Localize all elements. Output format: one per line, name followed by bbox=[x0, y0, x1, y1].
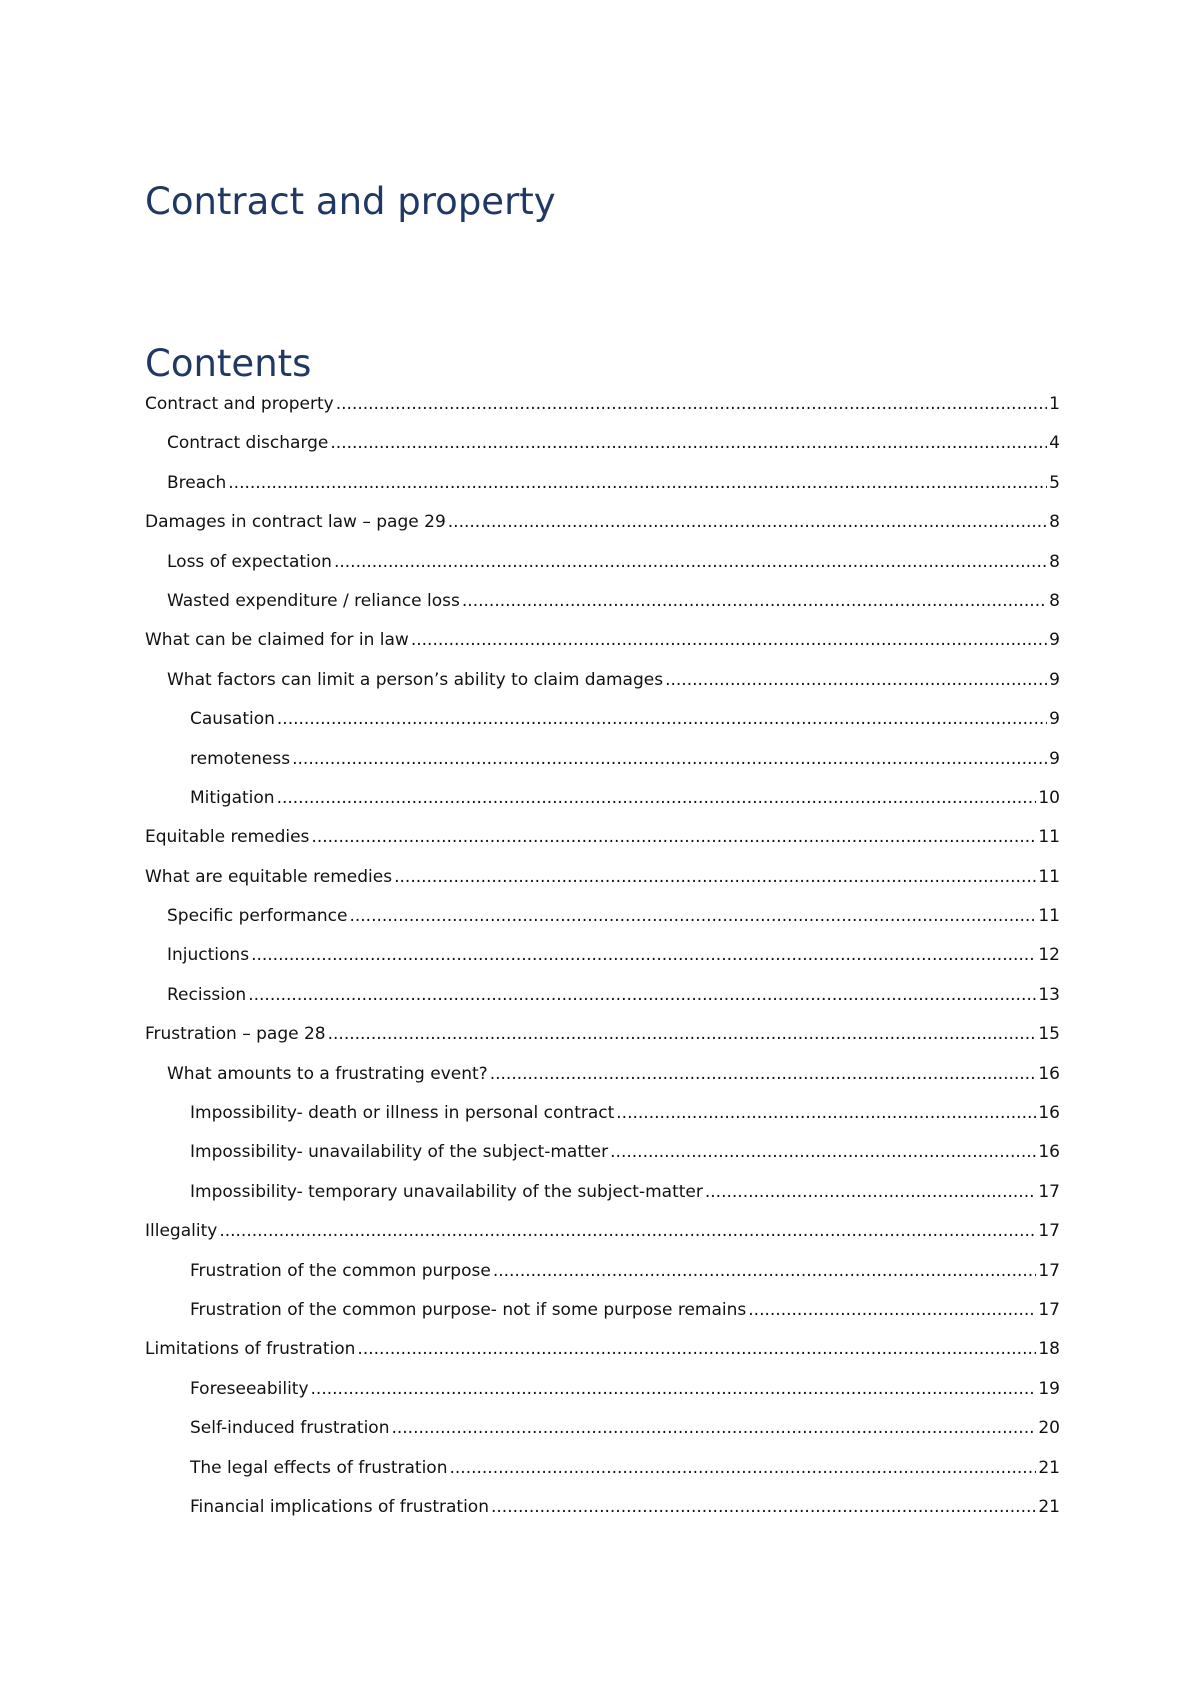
toc-page-number: 20 bbox=[1038, 1418, 1060, 1439]
toc-dot-leader bbox=[493, 1261, 1037, 1281]
toc-dot-leader bbox=[448, 512, 1047, 532]
toc-dot-leader bbox=[336, 394, 1047, 414]
toc-entry[interactable] bbox=[145, 433, 1060, 472]
toc-page-number: 17 bbox=[1038, 1260, 1060, 1281]
toc-entry[interactable] bbox=[145, 1261, 1060, 1300]
toc-entry-title: Frustration – page 28 bbox=[145, 1024, 326, 1045]
toc-page-number: 9 bbox=[1049, 669, 1060, 690]
toc-entry[interactable] bbox=[145, 1064, 1060, 1103]
toc-entry[interactable] bbox=[145, 1182, 1060, 1221]
toc-entry-title: Specific performance bbox=[167, 906, 348, 927]
toc-page-number: 21 bbox=[1038, 1457, 1060, 1478]
toc-entry[interactable] bbox=[145, 945, 1060, 984]
toc-dot-leader bbox=[228, 473, 1047, 493]
toc-entry[interactable] bbox=[145, 749, 1060, 788]
toc-dot-leader bbox=[311, 827, 1036, 847]
toc-entry[interactable] bbox=[145, 512, 1060, 551]
toc-page-number: 19 bbox=[1038, 1378, 1060, 1399]
toc-entry[interactable] bbox=[145, 1142, 1060, 1181]
toc-entry[interactable] bbox=[145, 473, 1060, 512]
toc-page-number: 17 bbox=[1038, 1299, 1060, 1320]
toc-entry-title: Impossibility- death or illness in personal contract bbox=[190, 1103, 615, 1124]
table-of-contents bbox=[145, 394, 1060, 1536]
toc-dot-leader bbox=[449, 1458, 1036, 1478]
toc-entry-title: Contract and property bbox=[145, 394, 334, 414]
toc-page-number: 16 bbox=[1038, 1063, 1060, 1084]
toc-entry[interactable] bbox=[145, 552, 1060, 591]
toc-page-number: 16 bbox=[1038, 1103, 1060, 1124]
toc-entry-title: Limitations of frustration bbox=[145, 1339, 356, 1360]
toc-entry[interactable] bbox=[145, 630, 1060, 669]
toc-dot-leader bbox=[491, 1497, 1036, 1517]
document-title: Contract and property bbox=[145, 180, 556, 223]
toc-page-number: 8 bbox=[1049, 512, 1060, 533]
toc-dot-leader bbox=[616, 1103, 1036, 1123]
toc-page-number: 17 bbox=[1038, 1181, 1060, 1202]
toc-dot-leader bbox=[490, 1064, 1037, 1084]
toc-entry[interactable] bbox=[145, 1497, 1060, 1536]
toc-page-number: 9 bbox=[1049, 709, 1060, 730]
toc-entry[interactable] bbox=[145, 670, 1060, 709]
toc-dot-leader bbox=[748, 1300, 1036, 1320]
toc-entry[interactable] bbox=[145, 1300, 1060, 1339]
toc-entry-title: Foreseeability bbox=[190, 1378, 309, 1399]
toc-page-number: 21 bbox=[1038, 1496, 1060, 1517]
toc-page-number: 10 bbox=[1038, 787, 1060, 808]
toc-entry-title: Frustration of the common purpose bbox=[190, 1260, 491, 1281]
toc-dot-leader bbox=[251, 945, 1036, 965]
toc-entry-title: Financial implications of frustration bbox=[190, 1496, 489, 1517]
toc-entry[interactable] bbox=[145, 1024, 1060, 1063]
toc-dot-leader bbox=[328, 1024, 1037, 1044]
toc-dot-leader bbox=[330, 433, 1047, 453]
toc-entry[interactable] bbox=[145, 394, 1060, 433]
toc-entry-title: What can be claimed for in law bbox=[145, 630, 409, 651]
toc-dot-leader bbox=[334, 552, 1047, 572]
toc-dot-leader bbox=[357, 1339, 1036, 1359]
toc-page-number: 8 bbox=[1049, 590, 1060, 611]
toc-page-number: 12 bbox=[1038, 945, 1060, 966]
toc-dot-leader bbox=[349, 906, 1036, 926]
toc-entry-title: Damages in contract law – page 29 bbox=[145, 512, 446, 533]
toc-entry-title: Mitigation bbox=[190, 787, 275, 808]
toc-dot-leader bbox=[610, 1142, 1036, 1162]
toc-entry[interactable] bbox=[145, 1221, 1060, 1260]
toc-entry-title: Equitable remedies bbox=[145, 827, 310, 848]
toc-entry[interactable] bbox=[145, 906, 1060, 945]
toc-entry[interactable] bbox=[145, 1103, 1060, 1142]
toc-page-number: 1 bbox=[1049, 394, 1060, 414]
toc-entry-title: Frustration of the common purpose- not if some purpose remains bbox=[190, 1299, 747, 1320]
toc-dot-leader bbox=[248, 985, 1036, 1005]
toc-entry-title: Self-induced frustration bbox=[190, 1418, 390, 1439]
toc-page-number: 16 bbox=[1038, 1142, 1060, 1163]
toc-entry-title: Injuctions bbox=[167, 945, 250, 966]
toc-dot-leader bbox=[391, 1418, 1036, 1438]
toc-page-number: 18 bbox=[1038, 1339, 1060, 1360]
toc-dot-leader bbox=[277, 788, 1037, 808]
toc-page-number: 11 bbox=[1038, 906, 1060, 927]
toc-dot-leader bbox=[665, 670, 1047, 690]
toc-page-number: 5 bbox=[1049, 472, 1060, 493]
toc-page-number: 11 bbox=[1038, 827, 1060, 848]
toc-dot-leader bbox=[219, 1221, 1036, 1241]
toc-entry[interactable] bbox=[145, 591, 1060, 630]
toc-entry-title: The legal effects of frustration bbox=[190, 1457, 448, 1478]
toc-entry[interactable] bbox=[145, 985, 1060, 1024]
toc-entry-title: What factors can limit a person’s ability to claim damages bbox=[167, 669, 664, 690]
toc-dot-leader bbox=[462, 591, 1047, 611]
toc-entry[interactable] bbox=[145, 709, 1060, 748]
toc-dot-leader bbox=[411, 630, 1047, 650]
toc-entry-title: Illegality bbox=[145, 1221, 218, 1242]
contents-heading: Contents bbox=[145, 342, 312, 385]
toc-entry-title: Impossibility- unavailability of the subject-matter bbox=[190, 1142, 609, 1163]
toc-entry-title: remoteness bbox=[190, 748, 291, 769]
toc-entry[interactable] bbox=[145, 1379, 1060, 1418]
toc-page-number: 9 bbox=[1049, 748, 1060, 769]
toc-entry-title: What amounts to a frustrating event? bbox=[167, 1063, 488, 1084]
toc-entry[interactable] bbox=[145, 788, 1060, 827]
toc-page-number: 4 bbox=[1049, 433, 1060, 454]
toc-entry[interactable] bbox=[145, 1458, 1060, 1497]
toc-page-number: 11 bbox=[1038, 866, 1060, 887]
toc-page-number: 9 bbox=[1049, 630, 1060, 651]
toc-page-number: 13 bbox=[1038, 984, 1060, 1005]
toc-entry-title: Breach bbox=[167, 472, 227, 493]
toc-dot-leader bbox=[277, 709, 1047, 729]
toc-entry-title: Wasted expenditure / reliance loss bbox=[167, 590, 460, 611]
toc-entry[interactable] bbox=[145, 827, 1060, 866]
toc-entry[interactable] bbox=[145, 1339, 1060, 1378]
toc-entry-title: Loss of expectation bbox=[167, 551, 332, 572]
toc-entry-title: What are equitable remedies bbox=[145, 866, 393, 887]
toc-page-number: 17 bbox=[1038, 1221, 1060, 1242]
toc-entry-title: Contract discharge bbox=[167, 433, 329, 454]
toc-dot-leader bbox=[311, 1379, 1037, 1399]
toc-entry[interactable] bbox=[145, 1418, 1060, 1457]
toc-page-number: 15 bbox=[1038, 1024, 1060, 1045]
toc-entry-title: Impossibility- temporary unavailability of the subject-matter bbox=[190, 1181, 703, 1202]
toc-page-number: 8 bbox=[1049, 551, 1060, 572]
toc-dot-leader bbox=[292, 749, 1047, 769]
toc-entry-title: Causation bbox=[190, 709, 275, 730]
toc-dot-leader bbox=[394, 867, 1036, 887]
toc-entry[interactable] bbox=[145, 867, 1060, 906]
toc-entry-title: Recission bbox=[167, 984, 247, 1005]
toc-dot-leader bbox=[705, 1182, 1036, 1202]
